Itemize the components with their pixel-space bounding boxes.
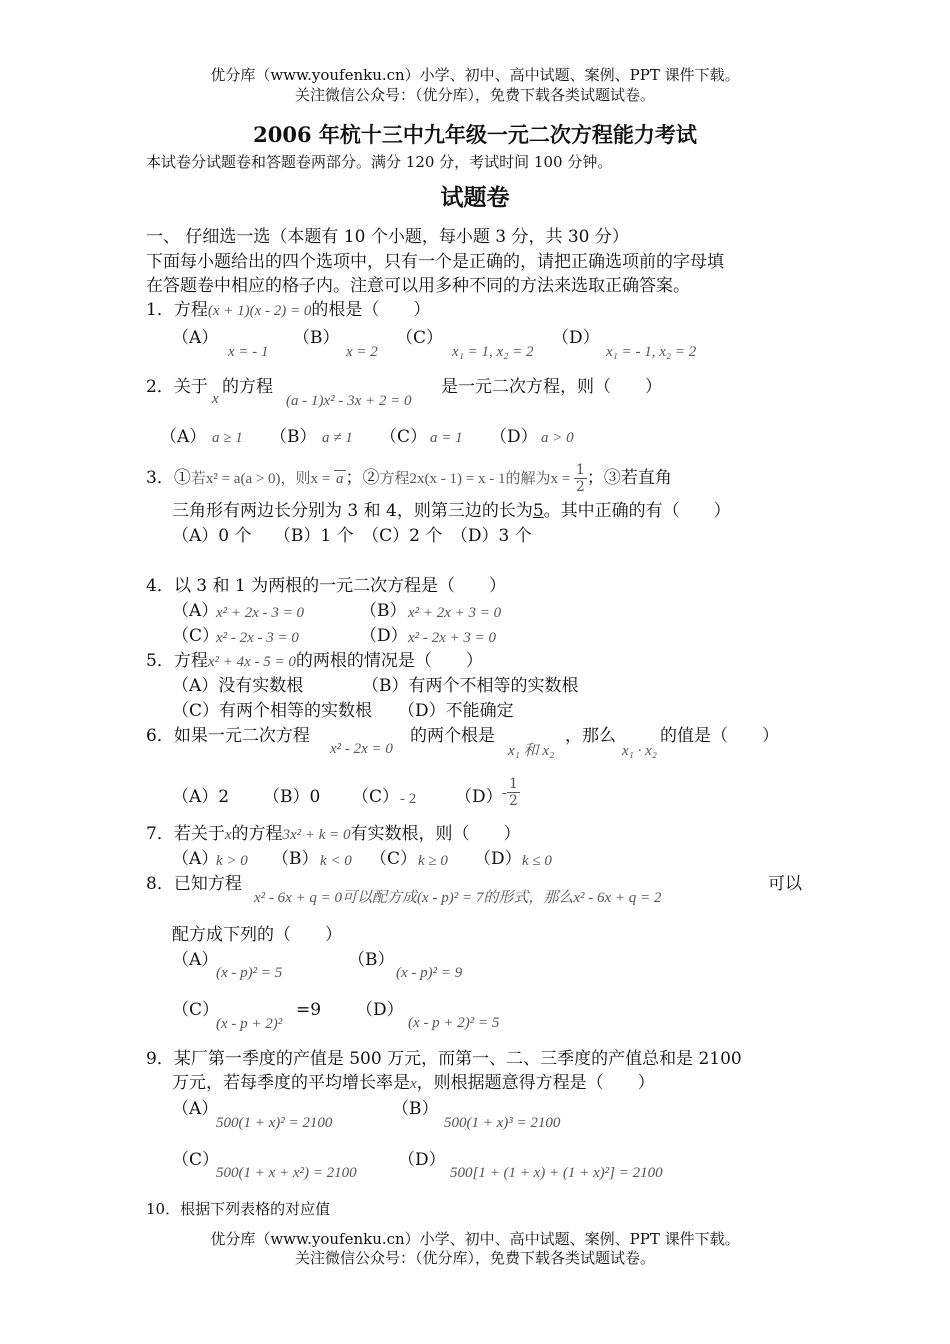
q1-option-c: x₁ = 1, x₂ = 2 [452,344,534,360]
q1-stem [146,299,430,322]
q3-line-2 [172,500,731,522]
q8-option-d: (x - p + 2)² = 5 [408,1015,500,1031]
q4-option-a-label: （A） [172,601,219,621]
q8-option-c [216,1012,282,1035]
q6-mid2: ，那么 [565,726,616,746]
q7-option-d: k ≤ 0 [522,853,552,869]
q6-option-b: （B）0 [263,787,321,807]
q8-statement: x² - 6x + q = 0可以配方成(x - p)² = 7的形式，那么x² - 6x + q = 2 [254,890,662,906]
q3-fraction-denominator: 2 [575,479,585,495]
q4-stem: 4．以 3 和 1 为两根的一元二次方程是（ ） [146,576,507,596]
q5-pre: 5．方程 [146,651,208,671]
q7-option-a-label: （A） [172,849,219,869]
q9-line-2b: ，则根据题意得方程是（ ） [416,1073,655,1093]
q7-option-a: k > 0 [216,853,248,869]
q1-option-b-label: （B） [293,328,340,348]
q2-post: 是一元二次方程，则（ ） [441,377,662,397]
q4-option-c-label: （C） [172,626,220,646]
q1-option-c-label: （C） [396,328,444,348]
q3-pre: 3．① [146,468,191,488]
q2-mid: 的方程 [222,377,273,397]
q3-line-1 [146,462,672,495]
q8-option-b: (x - p)² = 9 [396,965,463,981]
q4-option-d-label: （D） [360,626,408,646]
q6-roots: x₁ 和 x₂ [508,743,555,759]
q1-pre: 1．方程 [146,300,208,320]
q4-option-b-label: （B） [360,601,407,621]
q7-var: x [224,827,232,843]
q2-option-c: a = 1 [430,430,463,446]
q9-option-b: 500(1 + x)³ = 2100 [444,1115,561,1131]
q4-option-c: x² - 2x - 3 = 0 [216,630,299,646]
q5-option-a: （A）没有实数根 [172,676,304,696]
q2-option-b: a ≠ 1 [322,430,353,446]
q6-pre: 6．如果一元二次方程 [146,726,310,746]
q2-option-d: a > 0 [541,430,574,446]
q5-equation: x² + 4x - 5 = 0 [207,654,296,670]
q3-statement-1: 若x² = a(a > 0)，则x = [190,471,335,487]
q1-option-a-label: （A） [172,328,219,348]
q9-line-2 [172,1072,655,1095]
q3-sep-2: ；③若直角 [586,468,672,488]
q5-stem [146,650,483,673]
q8-option-c-tail: =9 [296,1000,322,1020]
q6-expression: x₁ · x₂ [622,743,657,759]
q5-option-c: （C）有两个相等的实数根 [172,701,373,721]
q7-mid: 的方程 [231,824,283,844]
q6-equation: x² - 2x = 0 [330,741,393,757]
q9-option-b-label: （B） [392,1099,439,1119]
q9-line-2a: 万元，若每季度的平均增长率是 [172,1073,410,1093]
q7-option-b: k < 0 [320,853,352,869]
q9-option-c-label: （C） [172,1150,220,1170]
q7-equation: 3x² + k = 0 [282,827,351,843]
q3-sep-1: ；② [345,468,380,488]
q6-option-d [502,776,520,809]
q4-option-d: x² - 2x + 3 = 0 [408,630,497,646]
exam-title: 2006 年杭十三中九年级一元二次方程能力考试 [253,122,697,147]
q9-option-a-label: （A） [172,1099,219,1119]
q2-option-c-label: （C） [380,427,428,447]
q7-option-c-label: （C） [370,849,418,869]
q9-option-a: 500(1 + x)² = 2100 [216,1115,333,1131]
q6-option-a: （A）2 [172,787,230,807]
q3-fraction-numerator: 1 [575,462,585,478]
q9-line-1: 9．某厂第一季度的产值是 500 万元，而第一、二、三季度的产值总和是 2100 [146,1049,742,1069]
q2-option-a: a ≥ 1 [212,430,243,446]
q9-option-c: 500(1 + x + x²) = 2100 [216,1165,357,1181]
q7-option-b-label: （B） [272,849,319,869]
q5-option-b: （B）有两个不相等的实数根 [362,676,579,696]
part1-instruction-1: 下面每小题给出的四个选项中，只有一个是正确的，请把正确选项前的字母填 [146,252,724,272]
q9-var: x [410,1076,417,1092]
q3-options: （A）0 个 （B）1 个 （C）2 个 （D）3 个 [172,526,532,546]
exam-intro: 本试卷分试题卷和答题卷两部分。满分 120 分，考试时间 100 分钟。 [146,153,613,171]
q2-option-b-label: （B） [270,427,317,447]
q6-option-c: - 2 [400,791,417,807]
footer-line-2: 关注微信公众号：（优分库），免费下载各类试题试卷。 [294,1249,655,1267]
q9-option-d: 500[1 + (1 + x) + (1 + x)²] = 2100 [450,1165,663,1181]
q8-option-c-label: （C） [172,1000,220,1020]
footer-line-1: 优分库（www.youfenku.cn）小学、初中、高中试题、案例、PPT 课件下载。 [210,1230,740,1248]
q8-option-a: (x - p)² = 5 [216,965,283,981]
q1-post: 的根是（ ） [311,300,431,320]
q8-option-a-label: （A） [172,950,219,970]
q8-option-b-label: （B） [348,950,395,970]
q1-option-a: x = - 1 [228,344,269,360]
q3-line-2b: 。其中正确的有（ ） [543,501,731,521]
q6-option-d-sign: - [502,785,507,801]
q8-pre: 8．已知方程 [146,874,242,894]
q3-statement-1-root: a [336,471,344,487]
q1-option-b: x = 2 [346,344,378,360]
q6-post: 的值是（ ） [660,726,779,746]
q6-option-d-denominator: 2 [509,793,518,809]
q3-fraction [574,462,587,495]
q6-option-d-numerator: 1 [509,776,518,792]
q2-equation: (a - 1)x² - 3x + 2 = 0 [286,393,412,409]
q7-pre: 7．若关于 [146,824,225,844]
q9-option-d-label: （D） [398,1150,446,1170]
header-line-1: 优分库（www.youfenku.cn）小学、初中、高中试题、案例、PPT 课件下载。 [210,66,740,84]
q7-option-c: k ≥ 0 [418,853,448,869]
q2-option-a-label: （A） [160,427,207,447]
q3-answer-blank: 5 [532,501,544,521]
q6-option-d-label: （D） [455,787,503,807]
q6-option-d-fraction [507,776,520,809]
q7-stem [146,823,521,846]
q4-option-a: x² + 2x - 3 = 0 [216,605,305,621]
q1-option-d: x₁ = - 1, x₂ = 2 [606,344,697,360]
q7-post: 有实数根，则（ ） [350,824,521,844]
q8-option-d-label: （D） [356,1000,404,1020]
q3-line-2a: 三角形有两边长分别为 3 和 4，则第三边的长为 [172,501,533,521]
part1-instruction-2: 在答题卷中相应的格子内。注意可以用多种不同的方法来选取正确答案。 [146,276,690,296]
q2-var: x [212,391,219,407]
q7-option-d-label: （D） [474,849,522,869]
q10-stem: 10．根据下列表格的对应值 [146,1200,331,1218]
q5-option-d: （D）不能确定 [398,701,514,721]
header-line-2: 关注微信公众号：（优分库），免费下载各类试题试卷。 [294,86,655,104]
q6-option-c-label: （C） [352,787,400,807]
q1-equation: (x + 1)(x - 2) = 0 [207,303,312,319]
q1-option-d-label: （D） [552,328,600,348]
q4-option-b: x² + 2x + 3 = 0 [408,605,502,621]
q2-pre: 2．关于 [146,377,208,397]
q3-statement-2: 方程2x(x - 1) = x - 1的解为x = [379,471,574,487]
q8-post: 可以 [768,874,802,894]
q5-post: 的两根的情况是（ ） [295,651,483,671]
section-title: 试题卷 [440,184,510,211]
part1-heading: 一、 仔细选一选（本题有 10 个小题，每小题 3 分，共 30 分） [146,227,629,247]
q8-line-2: 配方成下列的（ ） [172,925,342,945]
q8-option-c-expr: (x - p + 2)² [216,1016,283,1032]
q2-option-d-label: （D） [490,427,538,447]
q6-mid: 的两个根是 [410,726,495,746]
